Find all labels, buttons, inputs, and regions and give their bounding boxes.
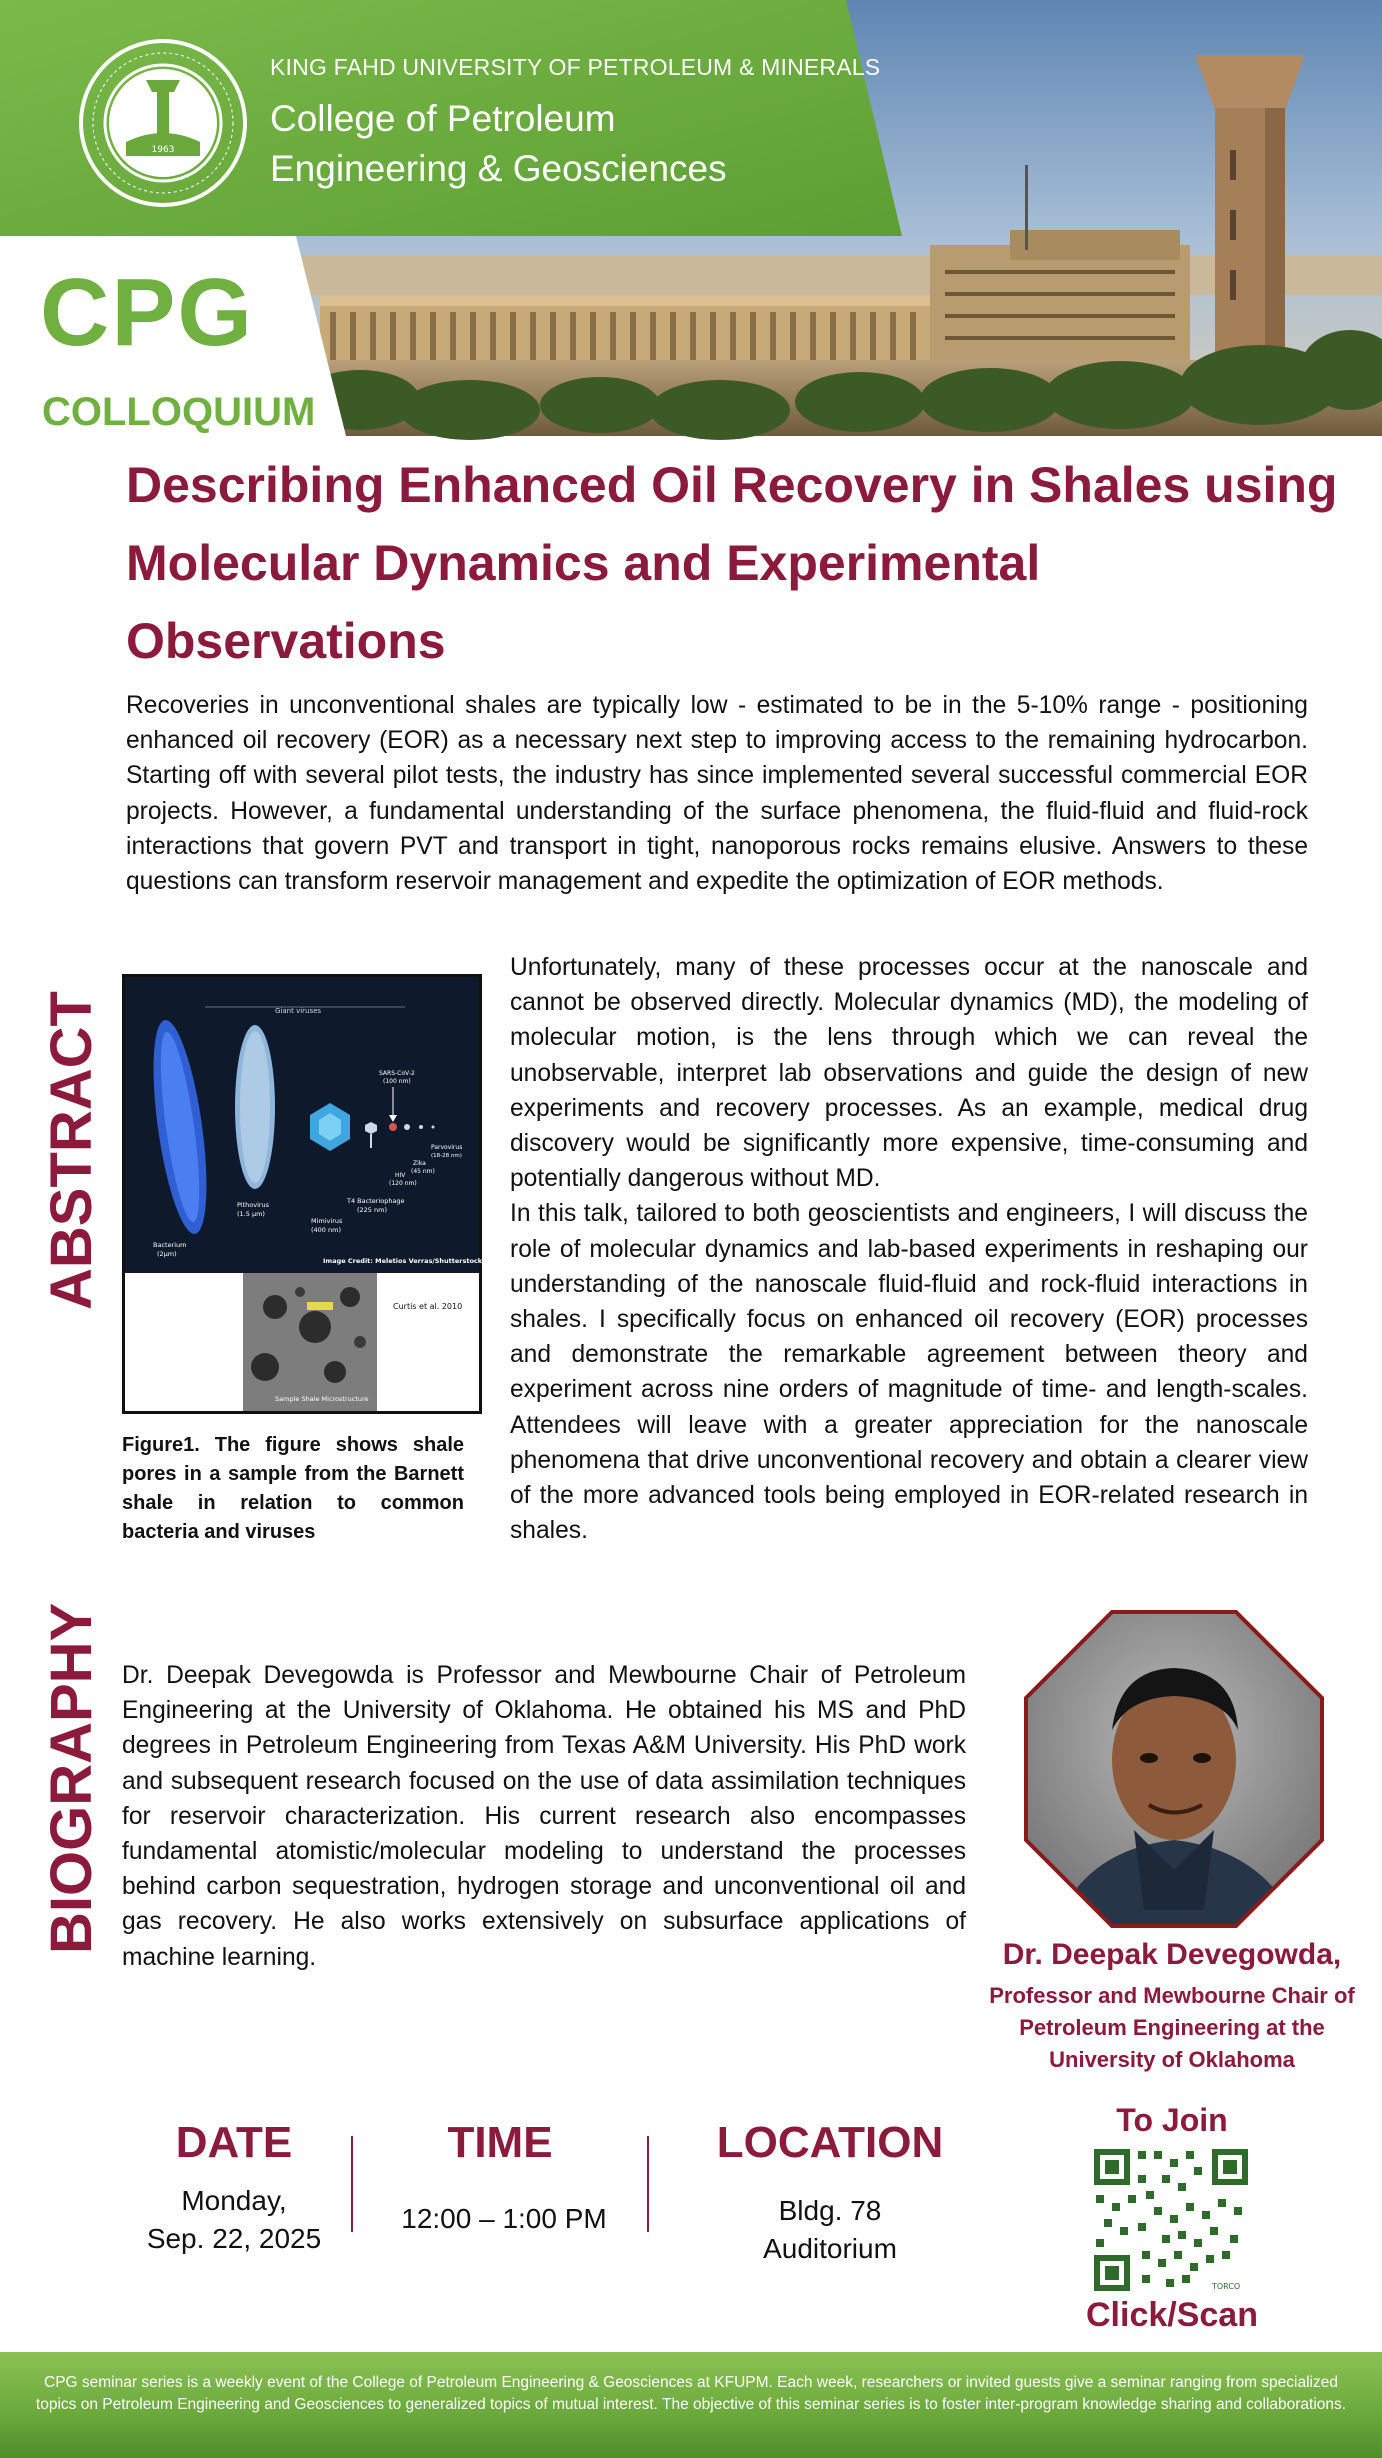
time-value: 12:00 – 1:00 PM <box>401 2203 607 2234</box>
label-t4-size: (225 nm) <box>357 1206 387 1214</box>
label-zika: Zika <box>413 1160 426 1167</box>
abstract-paragraph-1: Unfortunately, many of these processes occur at the nanoscale and cannot be observed directly. Molecular dynamics (MD), the modeling of molecular motion, is the lens through which we can reveal the unobservable, interpret lab observations and guide the design of new experiments and recovery processes. As an example, medical drug discovery would be significantly more expensive, time-consuming and potentially dangerous without MD. <box>510 954 1308 1193</box>
label-hiv: HIV <box>395 1172 406 1179</box>
label-mimivirus: Mimivirus <box>311 1217 343 1225</box>
date-heading: DATE <box>175 2118 293 2167</box>
college-name <box>270 94 727 194</box>
label-citation: Curtis et al. 2010 <box>393 1302 463 1311</box>
location-line-1: Bldg. 78 <box>778 2195 882 2226</box>
intro-paragraph: Recoveries in unconventional shales are typically low - estimated to be in the 5-10% range - positioning enhanced oil recovery (EOR) as a necessary next step to improving access to the remaining hydrocarbon. Starting off with several pilot tests, the industry has since implemented several successful commercial EOR projects. However, a fundamental understanding of the surface phenomena, the fluid-fluid and fluid-rock interactions that govern PVT and transport in tight, nanoporous rocks remains elusive. Answers to these questions can transform reservoir management and expedite the optimization of EOR methods. <box>126 692 1308 896</box>
label-mimivirus-size: (400 nm) <box>311 1226 341 1234</box>
date-line-1: Monday, <box>181 2185 287 2216</box>
figure-image <box>122 974 500 1414</box>
speaker-name: Dr. Deepak Devegowda, <box>1002 1938 1342 1971</box>
location-line-2: Auditorium <box>763 2233 897 2264</box>
date-line-2: Sep. 22, 2025 <box>146 2223 322 2254</box>
figure-illustration <box>125 977 500 1411</box>
location-value <box>720 2192 940 2268</box>
biography-text: Dr. Deepak Devegowda is Professor and Mewbourne Chair of Petroleum Engineering at the University of Oklahoma. He obtained his MS and PhD degrees in Petroleum Engineering from Texas A&M University. His PhD work and subsequent research focused on the use of data assimilation techniques for reservoir characterization. His current research also encompasses fundamental atomistic/molecular modeling to understand the processes behind carbon sequestration, hydrogen storage and unconventional oil and gas recovery. He also works extensively on subsurface applications of machine learning. <box>122 1662 966 1971</box>
footer <box>0 2352 1382 2458</box>
talk-title: Describing Enhanced Oil Recovery in Shales using Molecular Dynamics and Experimental Observations <box>126 457 1338 669</box>
figure-header-text: Giant viruses <box>275 1007 322 1015</box>
series-title: CPG <box>40 259 255 366</box>
footer-text: CPG seminar series is a weekly event of the College of Petroleum Engineering & Geosciences at KFUPM. Each week, researchers or invited guests give a seminar ranging from specialized topics on Petroleum Engineering and Geosciences to generalized topics of mutual interest. The objective of this seminar series is to foster inter-program knowledge sharing and collaborations. <box>35 2374 1347 2413</box>
label-sars: SARS-CoV-2 <box>379 1070 415 1077</box>
join-qr-code[interactable] <box>1090 2145 1252 2295</box>
location-heading: LOCATION <box>716 2118 944 2167</box>
label-microstructure: Sample Shale Microstructure <box>275 1395 369 1403</box>
header-banner <box>0 0 1382 436</box>
label-sars-size: (100 nm) <box>383 1078 411 1085</box>
divider-1 <box>351 2136 353 2232</box>
label-parvovirus-size: (18-28 nm) <box>431 1153 462 1159</box>
label-pithovirus-size: (1.5 μm) <box>237 1210 265 1218</box>
biography-label: BIOGRAPHY <box>39 1602 104 1954</box>
kfupm-logo <box>78 38 248 208</box>
label-hiv-size: (120 nm) <box>389 1180 417 1187</box>
join-label: To Join <box>1116 2102 1228 2138</box>
time-heading: TIME <box>447 2118 553 2167</box>
label-zika-size: (45 nm) <box>411 1168 435 1175</box>
label-credit: Image Credit: Meletios Verras/Shutterstock.com <box>323 1257 500 1265</box>
label-bacterium: Bacterium <box>153 1241 187 1249</box>
university-name: KING FAHD UNIVERSITY OF PETROLEUM & MINERALS <box>270 54 881 80</box>
series-subtitle: COLLOQUIUM <box>42 390 316 434</box>
college-name-line2: Engineering & Geosciences <box>270 148 727 189</box>
logo-year: 1963 <box>151 145 175 155</box>
divider-2 <box>647 2136 649 2232</box>
label-bacterium-size: (2μm) <box>157 1250 177 1258</box>
figure-caption: Figure1. The figure shows shale pores in a sample from the Barnett shale in relation to common bacteria and viruses <box>122 1434 464 1543</box>
scan-label: Click/Scan <box>1086 2296 1258 2334</box>
label-parvovirus: Parvovirus <box>431 1144 463 1151</box>
qr-brand: TORCO <box>1212 2282 1241 2291</box>
abstract-text <box>510 950 1308 1548</box>
speaker-photo <box>1024 1610 1324 1928</box>
date-value <box>120 2182 348 2258</box>
speaker-role: Professor and Mewbourne Chair of Petroleum Engineering at the University of Oklahoma <box>989 1983 1355 2072</box>
college-name-line1: College of Petroleum <box>270 98 616 139</box>
label-t4: T4 Bacteriophage <box>347 1197 405 1205</box>
abstract-paragraph-2: In this talk, tailored to both geoscientists and engineers, I will discuss the role of molecular dynamics and lab-based experiments in reshaping our understanding of the nanoscale fluid-fluid and rock-fluid interactions in shales. I specifically focus on enhanced oil recovery (EOR) processes and demonstrate the remarkable agreement between theory and experiment across nine orders of magnitude of time- and length-scales. Attendees will leave with a greater appreciation for the nanoscale phenomena that drive unconventional recovery and obtain a clearer view of the more advanced tools being employed in EOR-related research in shales. <box>510 1200 1308 1545</box>
label-pithovirus: Pithovirus <box>237 1201 270 1209</box>
abstract-label: ABSTRACT <box>39 991 104 1310</box>
